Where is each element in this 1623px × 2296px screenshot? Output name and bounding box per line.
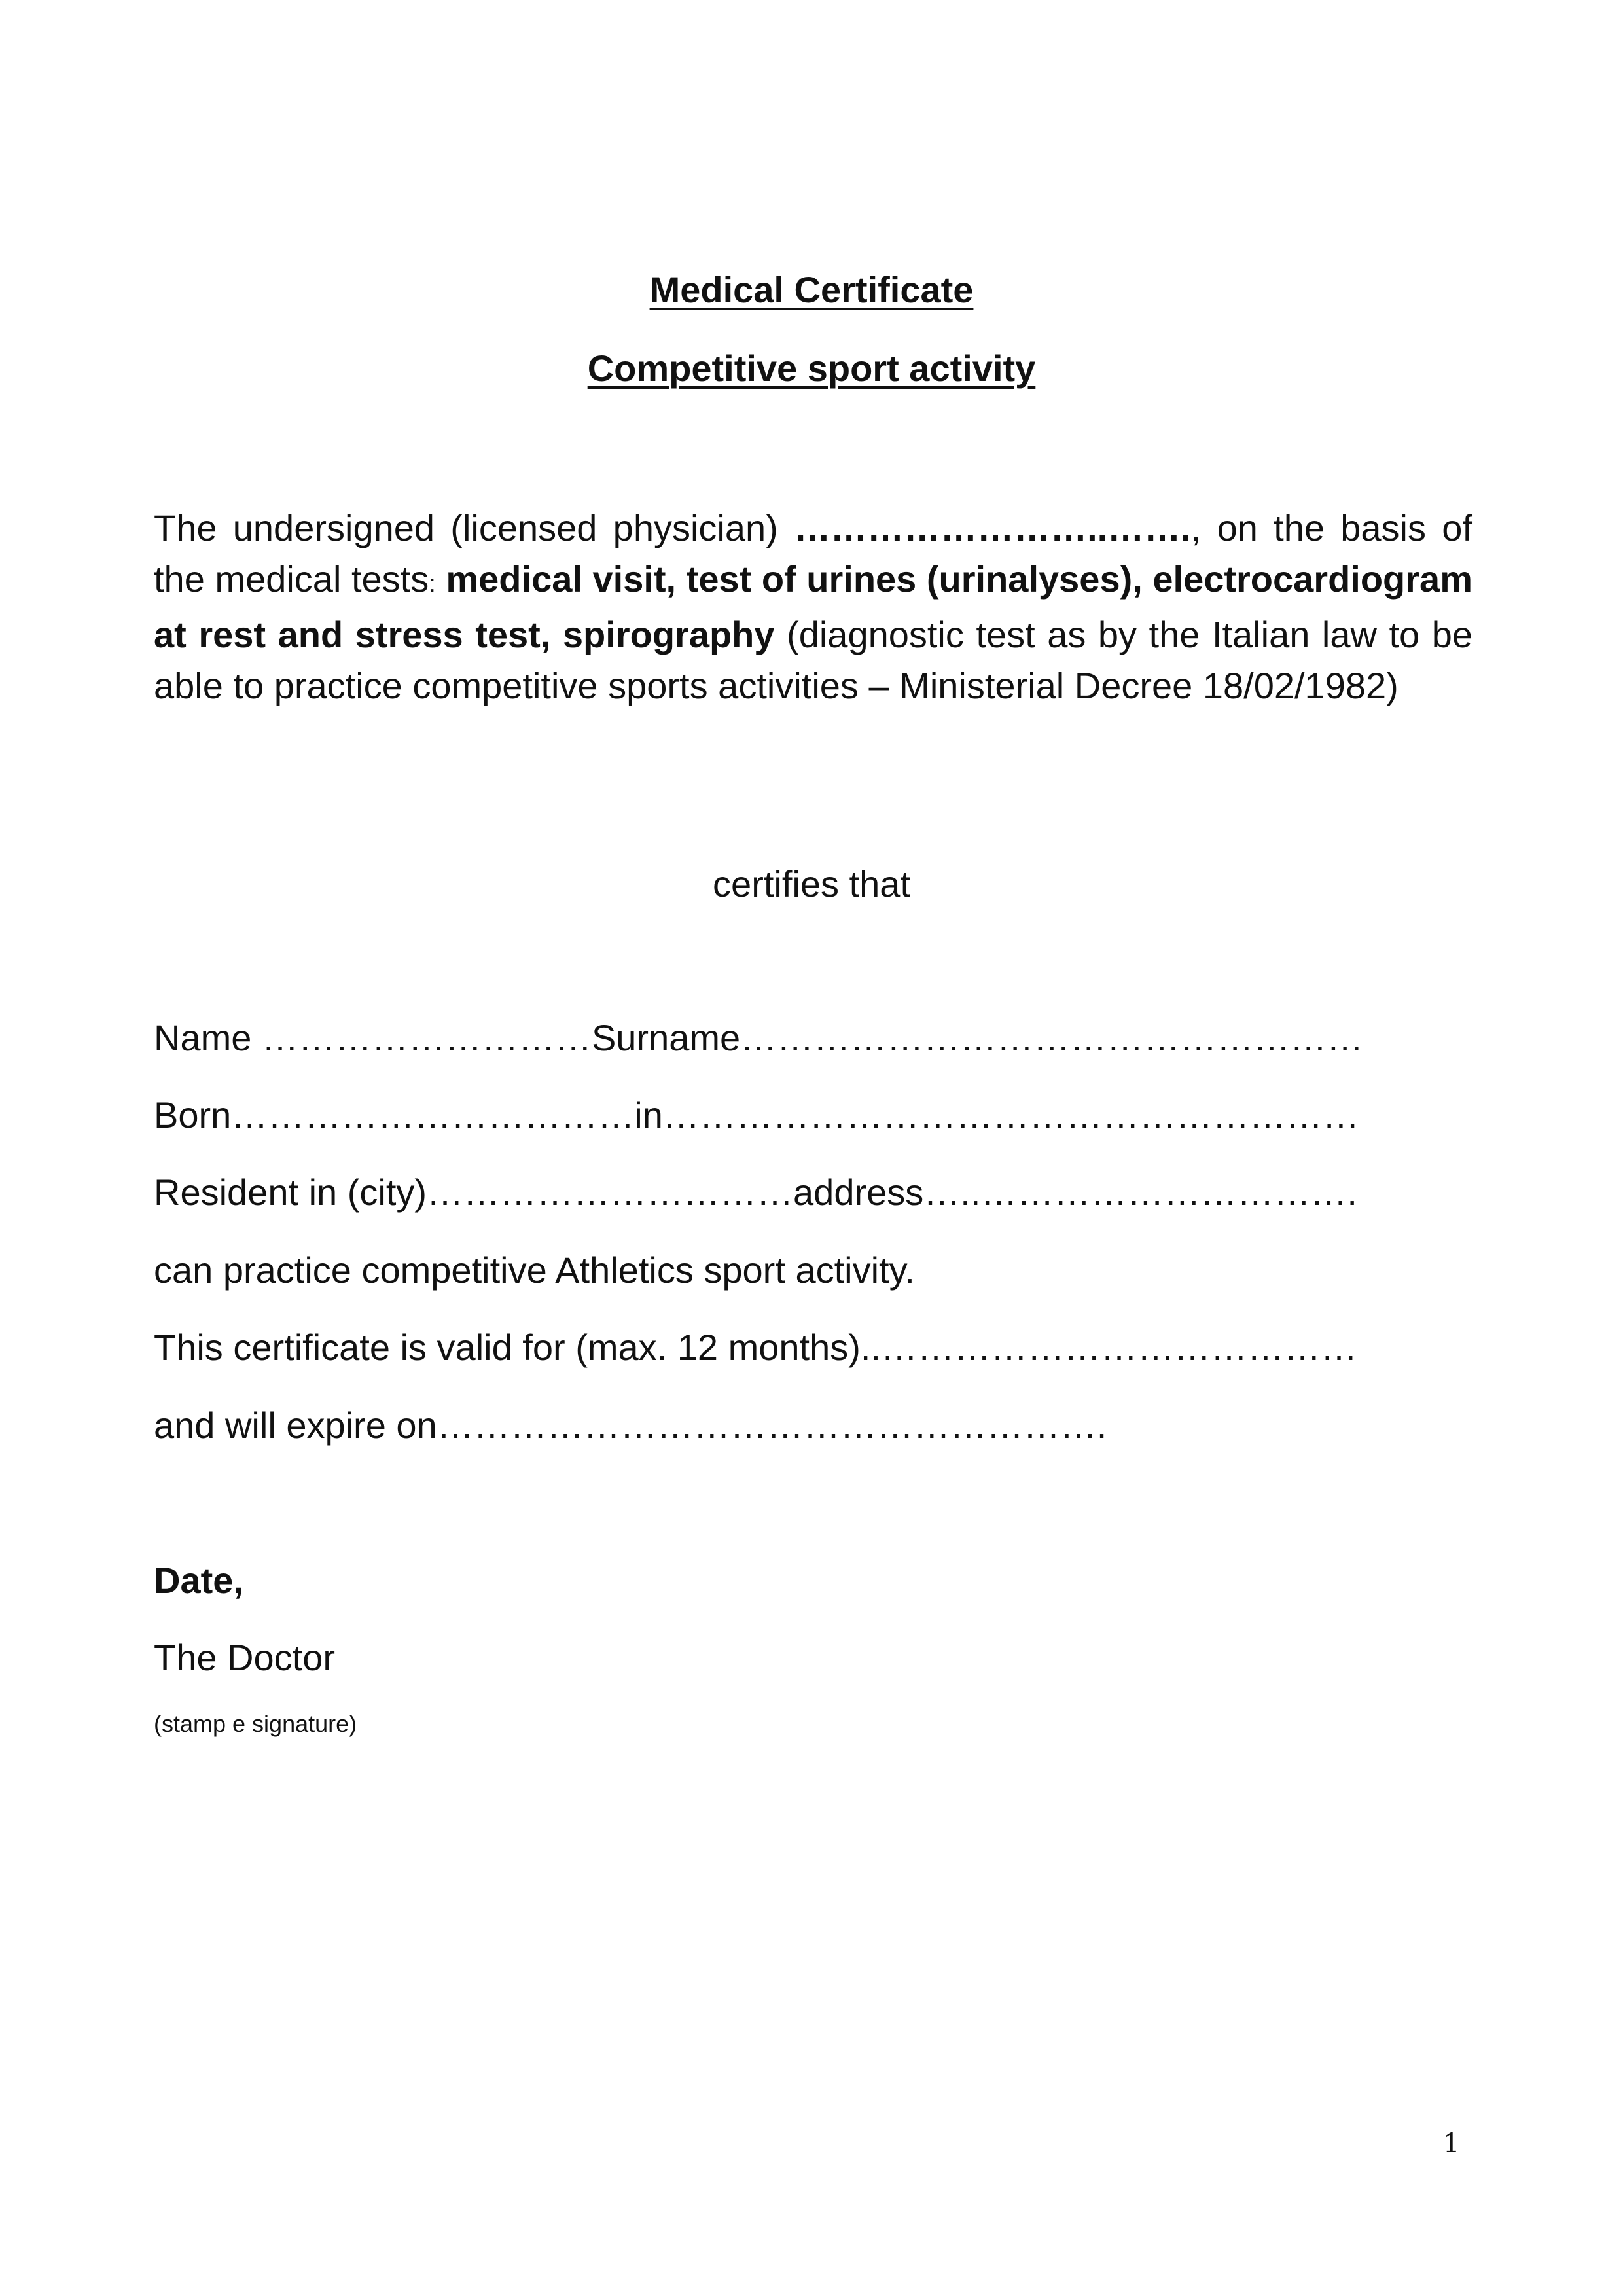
- doctor-label: The Doctor: [154, 1637, 335, 1678]
- resident-line: [154, 1171, 1357, 1213]
- stamp-signature-note: (stamp e signature): [154, 1710, 357, 1737]
- born-line: [154, 1094, 1359, 1136]
- expiry-blank: ……………………………………………….: [437, 1405, 1107, 1446]
- intro-text-3: (diagnostic test as by the Italian law to be able to practice competitive sports activities – Ministerial Decree 18/02/1982): [154, 614, 1472, 706]
- page-number: 1: [1443, 2128, 1460, 2159]
- certifies-that: certifies that: [713, 863, 910, 905]
- date-label: Date,: [154, 1560, 243, 1601]
- born-label: Born: [154, 1094, 232, 1136]
- name-label: Name: [154, 1017, 262, 1058]
- validity-line: [154, 1326, 1357, 1369]
- in-label: in: [634, 1094, 663, 1136]
- document-subtitle: Competitive sport activity: [587, 348, 1036, 389]
- in-blank: …………………………………………………: [662, 1094, 1359, 1136]
- can-practice-text: can practice competitive Athletics sport activity.: [154, 1249, 915, 1291]
- address-blank: …..………………………….: [923, 1172, 1357, 1213]
- born-blank: ……………………………: [231, 1094, 635, 1136]
- resident-blank: …………………………: [427, 1172, 794, 1213]
- physician-blank: ……………………..…….: [794, 507, 1191, 548]
- name-blank: ………………………: [261, 1017, 592, 1058]
- intro-colon: :: [429, 570, 436, 598]
- surname-blank: ……………………………………………: [740, 1017, 1364, 1058]
- intro-text-1: The undersigned (licensed physician): [154, 507, 794, 548]
- surname-label: Surname: [591, 1017, 741, 1058]
- intro-paragraph: [154, 503, 1472, 711]
- validity-blank: ..…………………………………: [860, 1327, 1358, 1368]
- document-title: Medical Certificate: [649, 269, 974, 310]
- validity-label: This certificate is valid for (max. 12 months): [154, 1327, 861, 1368]
- intro-text-2: , on the basis of the medical tests: [154, 507, 1472, 600]
- resident-label: Resident in (city): [154, 1172, 427, 1213]
- name-line: [154, 1016, 1363, 1059]
- expiry-label: and will expire on: [154, 1405, 437, 1446]
- medical-tests-list: medical visit, test of urines (urinalyses), electrocardiogram at rest and stress test, spirography: [154, 558, 1472, 655]
- address-label: address: [793, 1172, 924, 1213]
- expiry-line: [154, 1404, 1107, 1446]
